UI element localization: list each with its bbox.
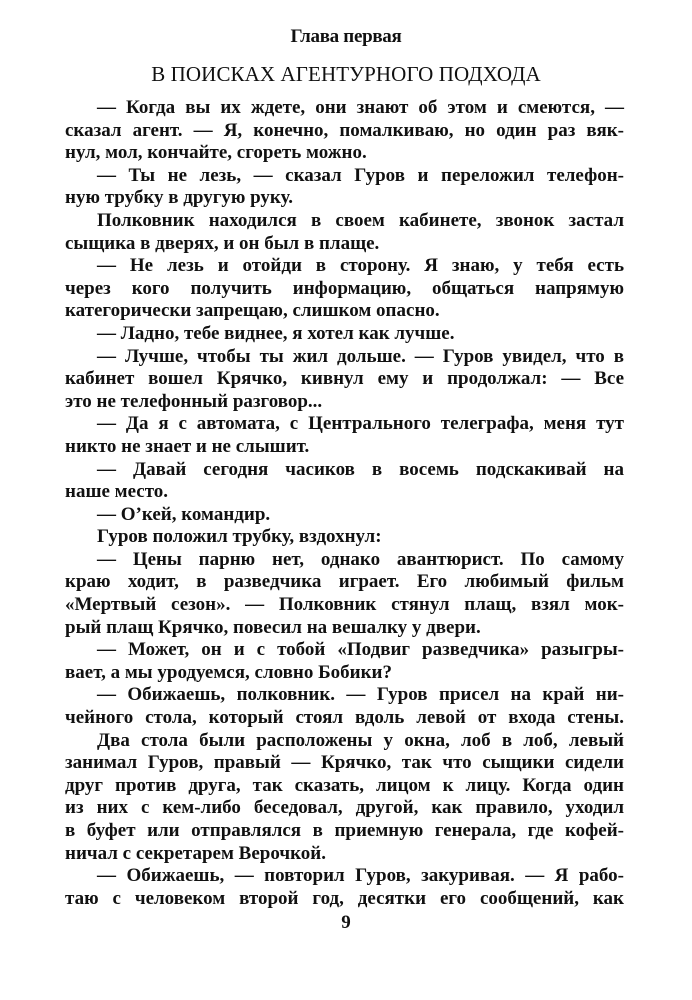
text-line: — Давай сегодня часиков в восемь подскакивай на — [97, 458, 624, 480]
chapter-title: В ПОИСКАХ АГЕНТУРНОГО ПОДХОДА — [151, 62, 541, 86]
text-line: — Лучше, чтобы ты жил дольше. — Гуров увидел, что в — [97, 345, 624, 367]
text-line: — Не лезь и отойди в сторону. Я знаю, у тебя есть — [97, 255, 624, 277]
text-line: — Обижаешь, полковник. — Гуров присел на край ни- — [97, 684, 624, 706]
text-line: чейного стола, который стоял вдоль левой от входа стены. — [65, 707, 624, 729]
text-line: ничал с секретарем Верочкой. — [65, 842, 326, 864]
text-line: рый плащ Крячко, повесил на вешалку у двери. — [65, 616, 481, 638]
text-line: сказал агент. — Я, конечно, помалкиваю, но один раз вяк- — [65, 119, 624, 141]
text-line: — О’кей, командир. — [97, 503, 271, 525]
text-line: наше место. — [65, 481, 169, 503]
text-line: «Мертвый сезон». — Полковник стянул плащ, взял мок- — [65, 594, 624, 616]
text-line: категорически запрещаю, слишком опасно. — [65, 300, 440, 322]
text-line: из них с кем-либо беседовал, другой, как правило, уходил — [65, 797, 624, 819]
text-line: — Цены парню нет, однако авантюрист. По самому — [97, 548, 624, 570]
text-line: через кого получить информацию, общаться напрямую — [65, 277, 624, 299]
text-line: Два стола были расположены у окна, лоб в лоб, левый — [97, 729, 624, 751]
body-text — [65, 97, 624, 910]
text-line: сыщика в дверях, и он был в плаще. — [65, 232, 380, 254]
text-line: — Ладно, тебе виднее, я хотел как лучше. — [97, 322, 455, 344]
text-line: нул, мол, кончайте, сгореть можно. — [65, 142, 367, 164]
text-line: Гуров положил трубку, вздохнул: — [97, 526, 382, 548]
text-line: краю ходит, в разведчика играет. Его любимый фильм — [65, 571, 624, 593]
page-number: 9 — [341, 912, 351, 933]
text-line: Полковник находился в своем кабинете, звонок застал — [97, 209, 624, 231]
text-line: таю с человеком второй год, десятки его сообщений, как — [65, 887, 624, 909]
text-line: никто не знает и не слышит. — [65, 435, 310, 457]
text-line: — Когда вы их ждете, они знают об этом и смеются, — — [97, 97, 624, 118]
text-line: в буфет или отправлялся в приемную генерала, где кофей- — [65, 820, 624, 841]
text-line: кабинет вошел Крячко, кивнул ему и продолжал: — Все — [65, 368, 624, 390]
text-line: друг против друга, так сказать, лицом к лицу. Когда один — [65, 774, 624, 796]
text-line: ную трубку в другую руку. — [65, 187, 293, 209]
text-line: — Ты не лезь, — сказал Гуров и переложил телефон- — [97, 164, 624, 186]
text-line: — Может, он и с тобой «Подвиг разведчика» разыгры- — [97, 639, 624, 661]
text-line: — Да я с автомата, с Центрального телеграфа, меня тут — [97, 413, 624, 435]
text-line: занимал Гуров, правый — Крячко, так что сыщики сидели — [65, 752, 624, 774]
text-line: — Обижаешь, — повторил Гуров, закуривая. — Я рабо- — [97, 865, 624, 887]
text-line: вает, а мы уродуемся, словно Бобики? — [65, 661, 392, 683]
chapter-label: Глава первая — [290, 26, 402, 47]
text-line: это не телефонный разговор... — [65, 390, 323, 412]
